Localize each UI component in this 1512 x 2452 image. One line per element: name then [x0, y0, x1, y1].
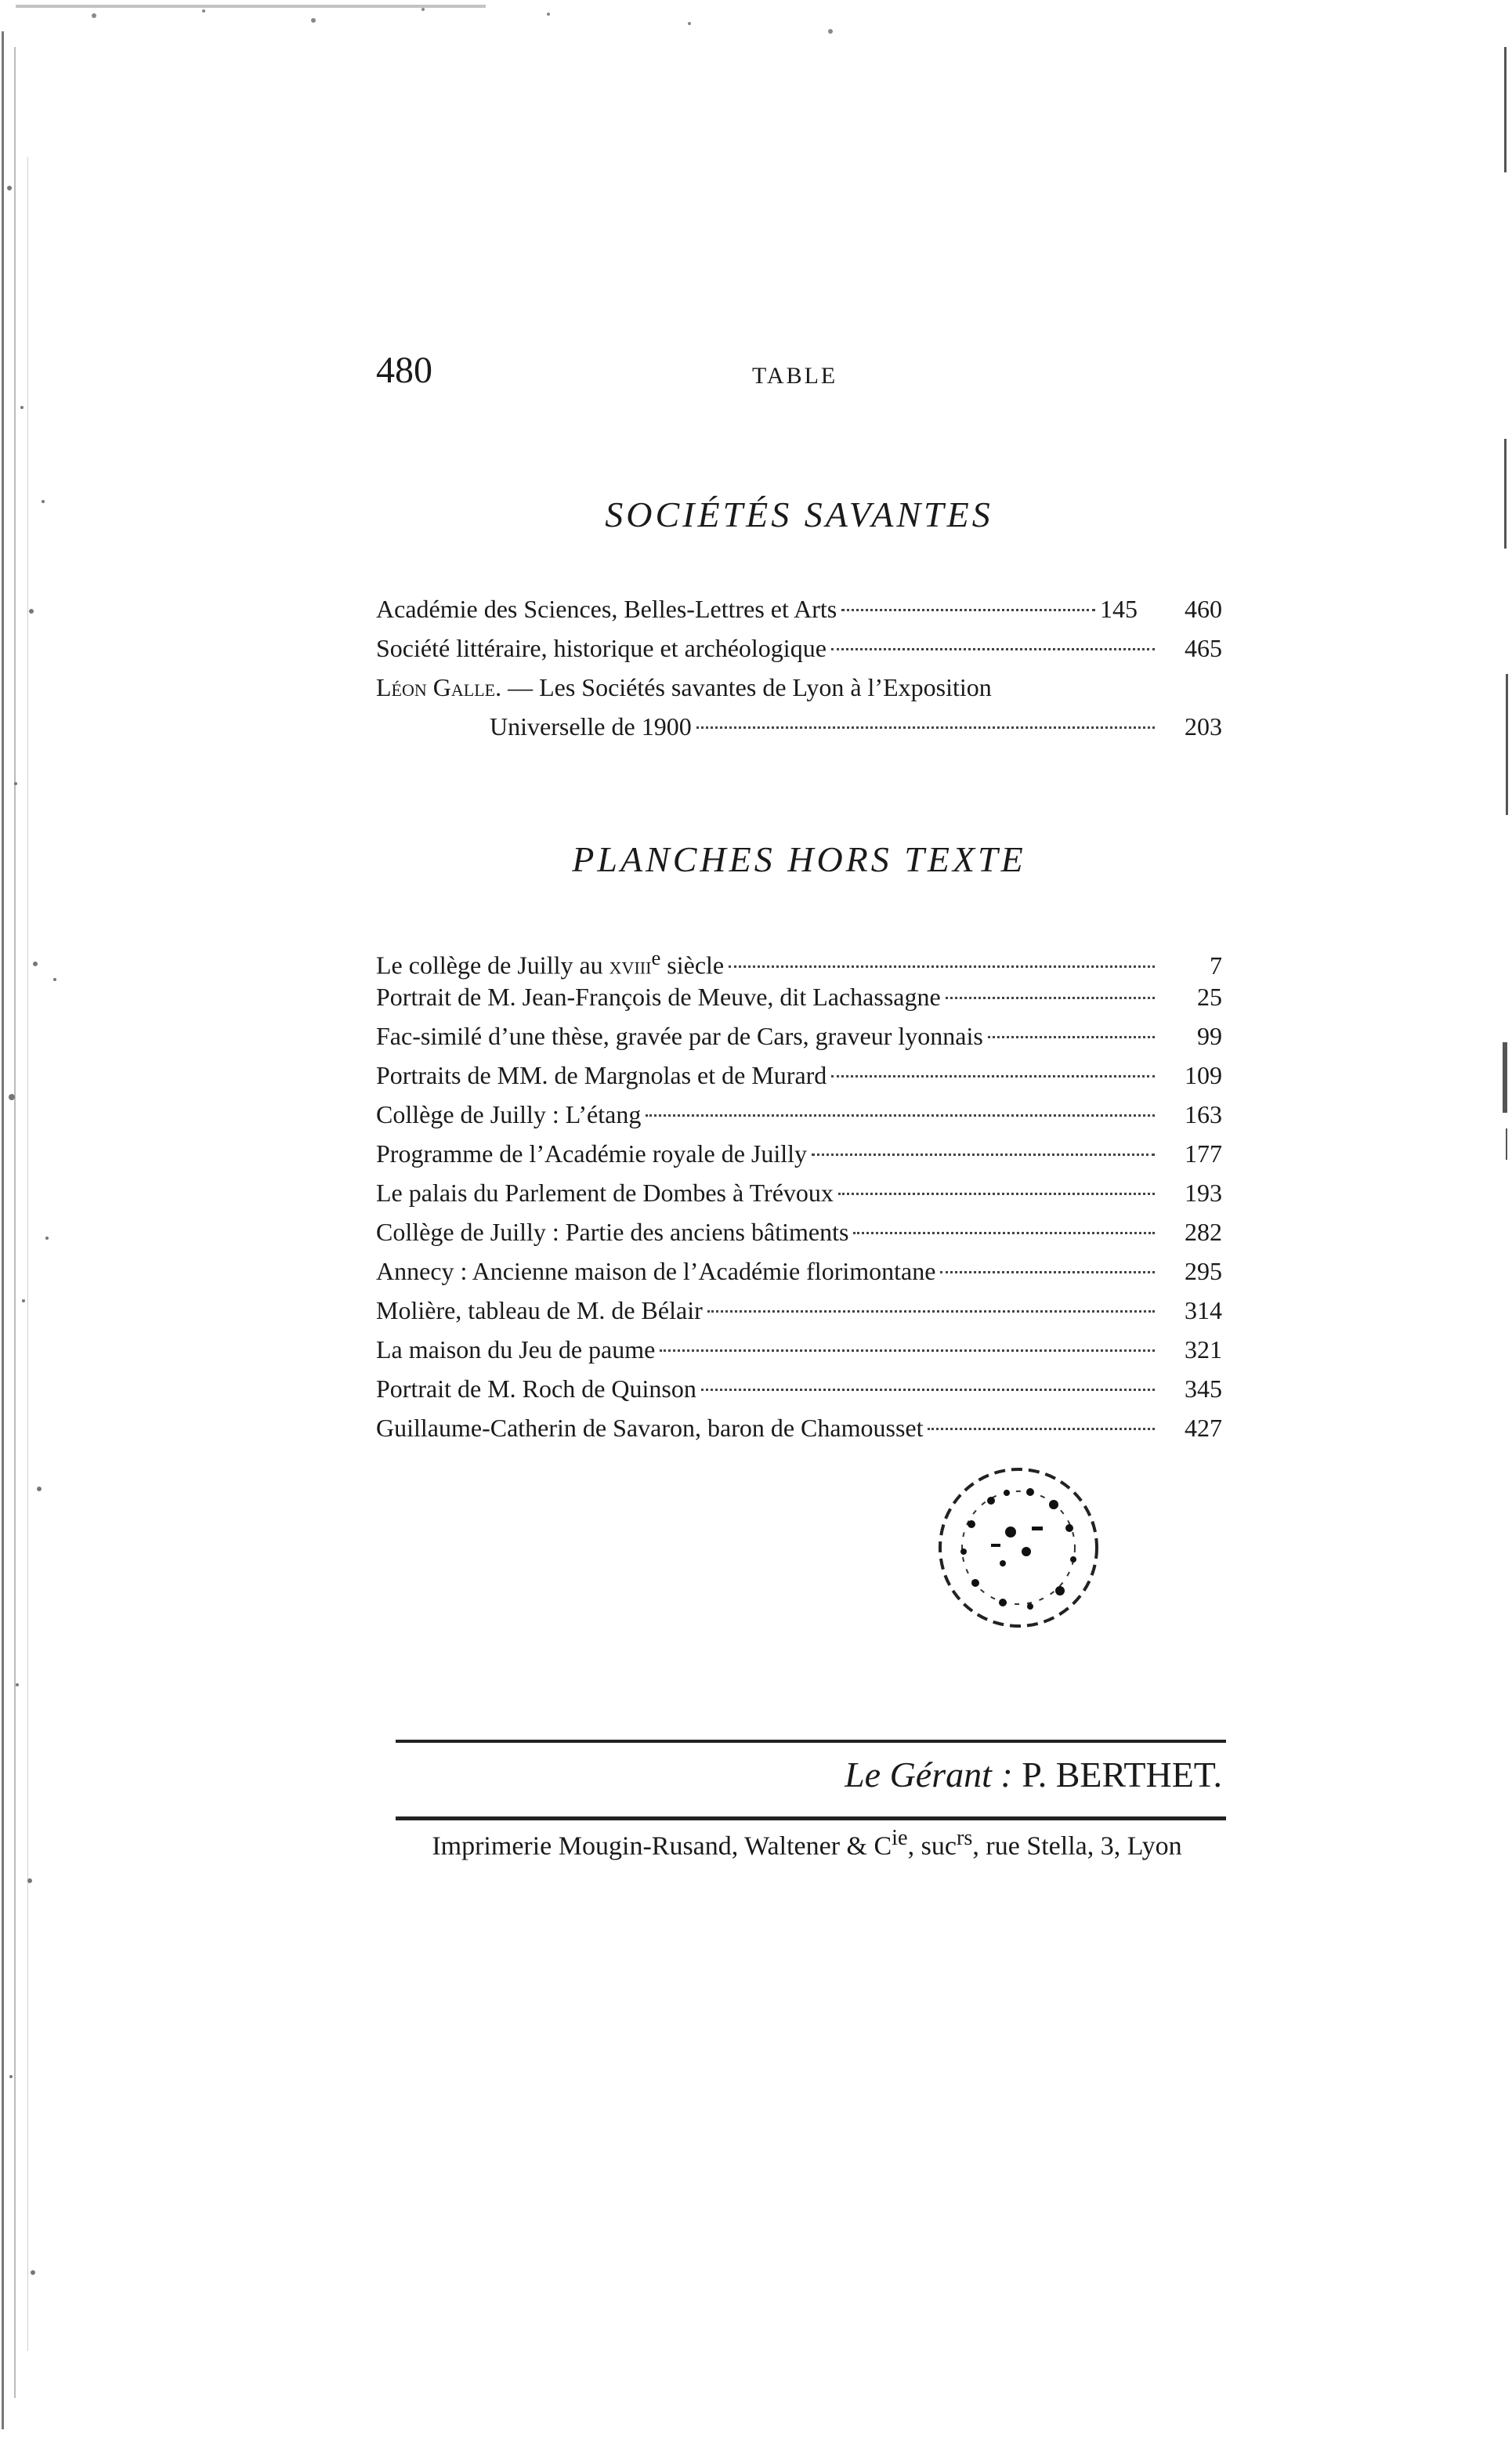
imprint-superscript: rs — [956, 1826, 973, 1850]
entry-label: Universelle de 1900 — [490, 712, 692, 741]
toc-entry — [376, 668, 1222, 707]
leader-dots — [928, 1428, 1155, 1430]
imprint-superscript: ie — [892, 1826, 908, 1850]
leader-dots — [696, 726, 1155, 729]
leader-dots — [838, 1193, 1155, 1195]
leader-dots — [853, 1232, 1155, 1234]
leader-dots — [729, 965, 1155, 968]
entry-label-part: siècle — [660, 951, 725, 980]
entry-page: 321 — [1185, 1335, 1222, 1364]
toc-entry — [376, 628, 1222, 668]
divider-rule — [396, 1816, 1226, 1820]
entry-label: Collège de Juilly : L’étang — [376, 1100, 642, 1128]
toc-entry — [376, 1408, 1222, 1447]
leader-dots — [831, 648, 1155, 650]
entry-page: 109 — [1185, 1061, 1222, 1089]
entry-label: Programme de l’Académie royale de Juilly — [376, 1139, 808, 1168]
entry-label: Société littéraire, historique et archéologique — [376, 634, 827, 662]
divider-rule — [396, 1740, 1226, 1743]
library-stamp — [928, 1458, 1109, 1638]
signature-name: P. BERTHET. — [1022, 1755, 1222, 1795]
entry-label — [376, 668, 1222, 707]
toc-entry — [376, 1291, 1222, 1330]
manager-signature — [396, 1754, 1222, 1795]
leader-dots — [646, 1114, 1155, 1117]
toc-entry — [376, 1095, 1222, 1134]
entry-label: Molière, tableau de M. de Bélair — [376, 1296, 703, 1324]
toc-entry — [376, 1056, 1222, 1095]
entry-century: xviii — [609, 951, 652, 980]
scan-right-edge-marks — [1481, 0, 1512, 2452]
toc-entry — [376, 1330, 1222, 1369]
entry-superscript: e — [651, 946, 661, 969]
entry-label: Portraits de MM. de Margnolas et de Murard — [376, 1061, 827, 1089]
leader-dots — [988, 1036, 1155, 1038]
entry-page: 203 — [1185, 712, 1222, 741]
leader-dots — [946, 997, 1155, 999]
entry-extra-page: 145 — [1100, 595, 1138, 623]
entry-page: 314 — [1185, 1296, 1222, 1324]
entry-label: Guillaume-Catherin de Savaron, baron de Chamousset — [376, 1414, 924, 1442]
entry-title: — Les Sociétés savantes de Lyon à l’Exposition — [501, 673, 992, 701]
printer-imprint — [384, 1826, 1230, 1861]
entry-page: 7 — [1210, 951, 1222, 980]
entry-page: 460 — [1185, 595, 1222, 623]
imprint-part: , rue Stella, 3, Lyon — [972, 1831, 1182, 1861]
entry-page: 177 — [1185, 1139, 1222, 1168]
entry-page: 465 — [1185, 634, 1222, 662]
leader-dots — [701, 1389, 1155, 1391]
leader-dots — [660, 1349, 1155, 1352]
section-title-societes: SOCIÉTÉS SAVANTES — [605, 494, 993, 534]
entry-page: 427 — [1185, 1414, 1222, 1442]
toc-entry — [376, 1212, 1222, 1251]
toc-entry — [376, 1251, 1222, 1291]
entry-label: Annecy : Ancienne maison de l’Académie florimontane — [376, 1257, 936, 1285]
entry-page: 345 — [1185, 1374, 1222, 1403]
toc-entry-continuation — [376, 707, 1222, 746]
toc-list-societes — [376, 589, 1222, 746]
leader-dots — [707, 1310, 1155, 1313]
entry-page: 99 — [1197, 1022, 1222, 1050]
toc-list-planches — [376, 938, 1222, 1447]
entry-page: 163 — [1185, 1100, 1222, 1128]
section-title-planches: PLANCHES HORS TEXTE — [572, 839, 1026, 879]
page-number: 480 — [376, 350, 432, 391]
entry-label-part: Le collège de Juilly au — [376, 951, 610, 980]
entry-label: Portrait de M. Jean-François de Meuve, dit Lachassagne — [376, 983, 941, 1011]
signature-role: Le Gérant : — [845, 1755, 1013, 1795]
toc-entry — [376, 1173, 1222, 1212]
leader-dots — [831, 1075, 1155, 1078]
running-title: TABLE — [752, 363, 838, 389]
leader-dots — [812, 1154, 1155, 1156]
imprint-part: Imprimerie Mougin-Rusand, Waltener & C — [432, 1831, 892, 1861]
leader-dots — [841, 609, 1095, 611]
imprint-part: , suc — [907, 1831, 957, 1861]
entry-page: 193 — [1185, 1179, 1222, 1207]
entry-page: 282 — [1185, 1218, 1222, 1246]
toc-entry — [376, 977, 1222, 1016]
toc-entry — [376, 1016, 1222, 1056]
entry-label: Portrait de M. Roch de Quinson — [376, 1374, 696, 1403]
entry-page: 25 — [1197, 983, 1222, 1011]
leader-dots — [940, 1271, 1155, 1273]
toc-entry — [376, 589, 1222, 628]
entry-label: La maison du Jeu de paume — [376, 1335, 656, 1364]
entry-label: Fac-similé d’une thèse, gravée par de Cars, graveur lyonnais — [376, 1022, 983, 1050]
scan-edge-noise — [0, 0, 86, 2452]
entry-label: Collège de Juilly : Partie des anciens bâtiments — [376, 1218, 849, 1246]
toc-entry — [376, 1134, 1222, 1173]
page-header — [368, 349, 1230, 404]
entry-author: Léon Galle. — [376, 673, 502, 701]
scan-top-noise — [0, 0, 862, 55]
entry-label: Académie des Sciences, Belles-Lettres et Arts — [376, 595, 837, 623]
toc-entry — [376, 1369, 1222, 1408]
entry-label: Le palais du Parlement de Dombes à Trévoux — [376, 1179, 834, 1207]
entry-page: 295 — [1185, 1257, 1222, 1285]
toc-entry — [376, 938, 1222, 980]
